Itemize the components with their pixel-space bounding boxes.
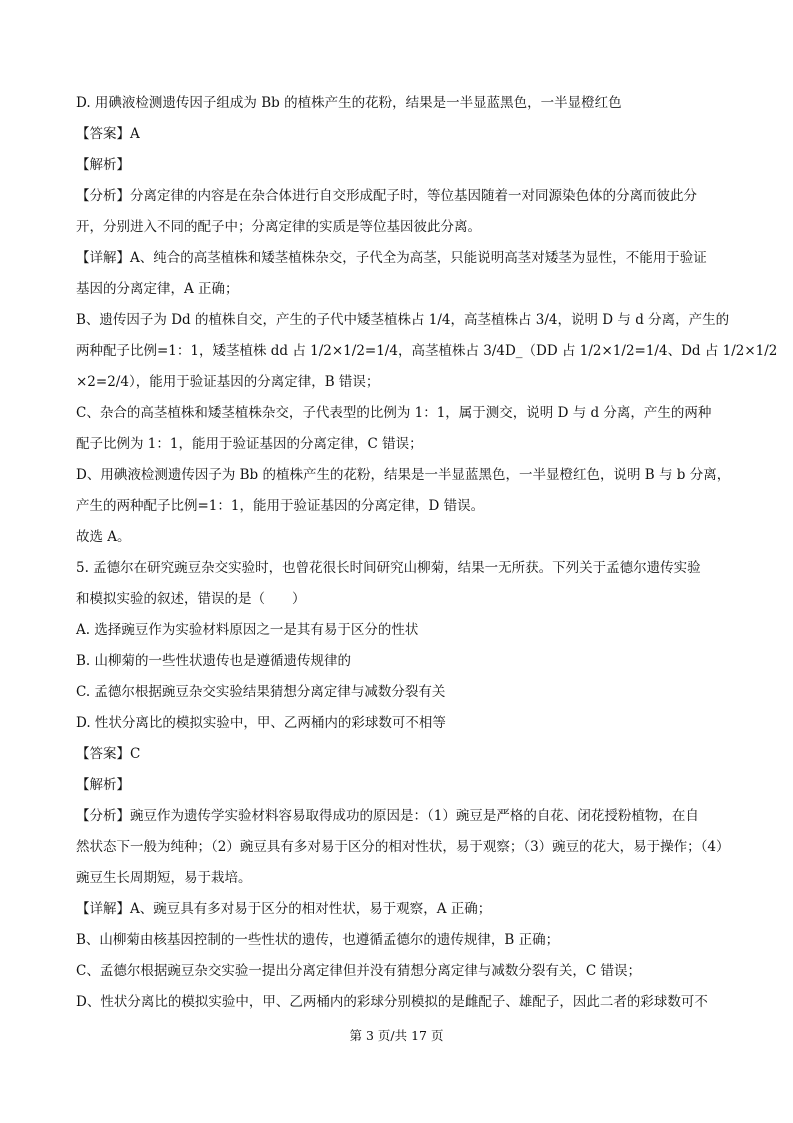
detail-text-line: D、用碘液检测遗传因子为 Bb 的植株产生的花粉，结果是一半显蓝黑色，一半显橙红色，说明 B 与 b 分离，	[76, 467, 731, 483]
analysis-text-line: 【分析】分离定律的内容是在杂合体进行自交形成配子时，等位基因随着一对同源染色体的分离而彼此分	[76, 188, 697, 204]
detail-text-line: 基因的分离定律，A 正确；	[76, 281, 239, 297]
question-5-stem: 5. 孟德尔在研究豌豆杂交实验时，也曾花很长时间研究山柳菊，结果一无所获。下列关于孟德尔遗传实验	[76, 560, 701, 576]
detail-text-line: 【详解】A、纯合的高茎植株和矮茎植株杂交，子代全为高茎，只能说明高茎对矮茎为显性，不能用于验证	[76, 250, 707, 266]
analysis-text-line: 开，分别进入不同的配子中；分离定律的实质是等位基因彼此分离。	[76, 219, 481, 235]
detail-text-line: 两种配子比例=1：1，矮茎植株 dd 占 1/2×1/2=1/4，高茎植株占 3/4D_（DD 占 1/2×1/2=1/4、Dd 占 1/2×1/2	[76, 343, 778, 359]
analysis-heading: 【解析】	[76, 157, 130, 173]
detail-text-line: 产生的两种配子比例=1：1，能用于验证基因的分离定律，D 错误。	[76, 498, 485, 514]
conclusion-text: 故选 A。	[76, 529, 131, 545]
analysis-text-line: 然状态下一般为纯种；（2）豌豆具有多对易于区分的相对性状，易于观察；（3）豌豆的花大，易于操作；（4）	[76, 839, 730, 855]
answer-label: 【答案】A	[76, 126, 140, 142]
detail-text-line: C、孟德尔根据豌豆杂交实验一提出分离定律但并没有猜想分离定律与减数分裂有关，C 错误；	[76, 963, 641, 979]
detail-text-line: 【详解】A、豌豆具有多对易于区分的相对性状，易于观察，A 正确；	[76, 901, 492, 917]
detail-text-line: 配子比例为 1：1，能用于验证基因的分离定律，C 错误；	[76, 436, 423, 452]
analysis-text-line: 【分析】豌豆作为遗传学实验材料容易取得成功的原因是：（1）豌豆是严格的自花、闭花授粉植物，在自	[76, 808, 699, 824]
option-a: A. 选择豌豆作为实验材料原因之一是其有易于区分的性状	[76, 622, 419, 638]
page-number-footer: 第 3 页/共 17 页	[349, 1028, 444, 1043]
analysis-text-line: 豌豆生长周期短，易于栽培。	[76, 870, 252, 886]
detail-text-line: ×2=2/4），能用于验证基因的分离定律，B 错误；	[76, 374, 380, 390]
detail-text-line: B、山柳菊由核基因控制的一些性状的遗传，也遵循孟德尔的遗传规律，B 正确；	[76, 932, 560, 948]
option-c: C. 孟德尔根据豌豆杂交实验结果猜想分离定律与减数分裂有关	[76, 684, 446, 700]
option-d: D. 性状分离比的模拟实验中，甲、乙两桶内的彩球数可不相等	[76, 715, 446, 731]
detail-text-line: D、性状分离比的模拟实验中，甲、乙两桶内的彩球分别模拟的是雌配子、雄配子，因此二者的彩球数可不	[76, 994, 708, 1010]
answer-label: 【答案】C	[76, 746, 141, 762]
question-5-stem: 和模拟实验的叙述，错误的是（ ）	[76, 591, 306, 607]
option-d-text: D. 用碘液检测遗传因子组成为 Bb 的植株产生的花粉，结果是一半显蓝黑色，一半显橙红色	[76, 95, 622, 111]
detail-text-line: C、杂合的高茎植株和矮茎植株杂交，子代表型的比例为 1：1，属于测交，说明 D 与 d 分离，产生的两种	[76, 405, 712, 421]
option-b: B. 山柳菊的一些性状遗传也是遵循遗传规律的	[76, 653, 352, 669]
detail-text-line: B、遗传因子为 Dd 的植株自交，产生的子代中矮茎植株占 1/4，高茎植株占 3/4，说明 D 与 d 分离，产生的	[76, 312, 730, 328]
analysis-heading: 【解析】	[76, 777, 130, 793]
